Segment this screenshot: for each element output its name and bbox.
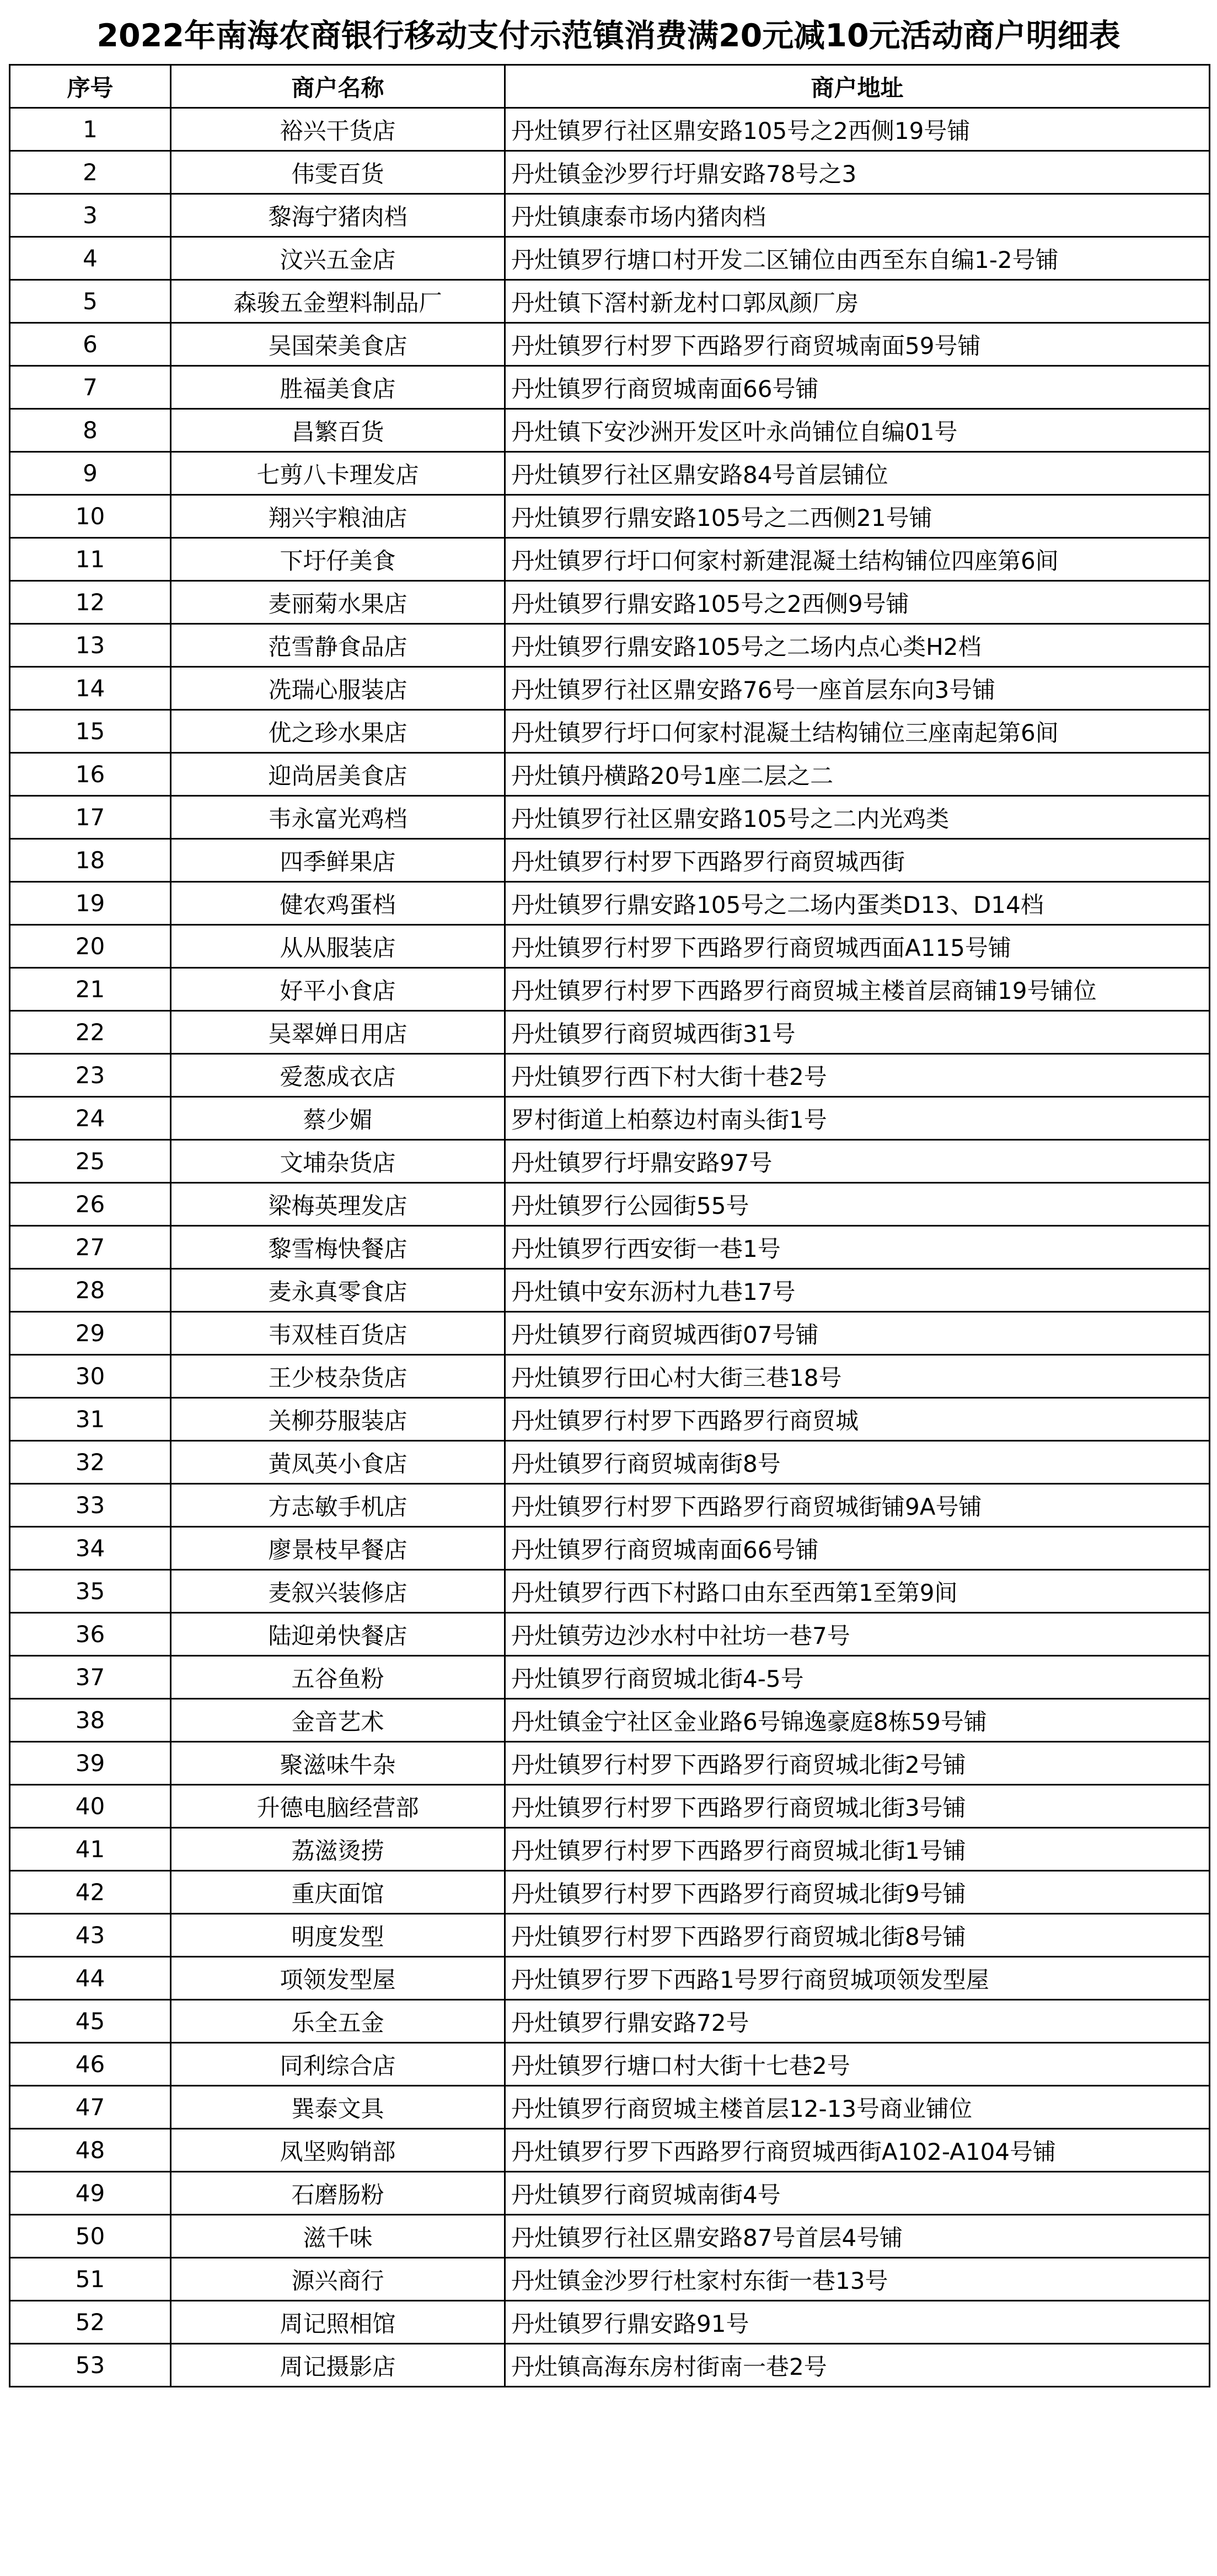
merchant-address-cell: 丹灶镇罗行社区鼎安路84号首层铺位 (505, 452, 1210, 495)
serial-number-cell: 5 (10, 280, 171, 323)
serial-number-cell: 38 (10, 1699, 171, 1742)
serial-number-cell: 45 (10, 2000, 171, 2043)
merchant-name-cell: 方志敏手机店 (171, 1484, 505, 1527)
table-row (10, 2215, 1210, 2258)
merchant-address-cell: 丹灶镇罗行鼎安路105号之二场内点心类H2档 (505, 624, 1210, 667)
merchant-address-cell: 丹灶镇罗行罗下西路1号罗行商贸城项领发型屋 (505, 1957, 1210, 2000)
table-row (10, 108, 1210, 151)
table-row (10, 1957, 1210, 2000)
serial-number-cell: 48 (10, 2129, 171, 2172)
serial-number-cell: 52 (10, 2301, 171, 2344)
merchant-name-cell: 廖景枝早餐店 (171, 1527, 505, 1570)
merchant-name-cell: 翔兴宇粮油店 (171, 495, 505, 538)
merchant-address-cell: 丹灶镇下滘村新龙村口郭凤颜厂房 (505, 280, 1210, 323)
table-row (10, 839, 1210, 882)
merchant-address-cell: 丹灶镇金沙罗行杜家村东街一巷13号 (505, 2258, 1210, 2301)
serial-number-cell: 8 (10, 409, 171, 452)
table-row (10, 280, 1210, 323)
table-row (10, 1742, 1210, 1785)
serial-number-cell: 47 (10, 2086, 171, 2129)
merchant-address-cell: 丹灶镇罗行社区鼎安路87号首层4号铺 (505, 2215, 1210, 2258)
merchant-address-cell: 丹灶镇罗行村罗下西路罗行商贸城西面A115号铺 (505, 925, 1210, 968)
merchant-name-cell: 冼瑞心服装店 (171, 667, 505, 710)
merchant-address-cell: 丹灶镇罗行商贸城北街4-5号 (505, 1656, 1210, 1699)
serial-number-cell: 40 (10, 1785, 171, 1828)
merchant-name-cell: 荔滋烫捞 (171, 1828, 505, 1871)
merchant-address-cell: 丹灶镇罗行村罗下西路罗行商贸城主楼首层商铺19号铺位 (505, 968, 1210, 1011)
merchant-name-cell: 下圩仔美食 (171, 538, 505, 581)
serial-number-cell: 16 (10, 753, 171, 796)
serial-number-cell: 6 (10, 323, 171, 366)
merchant-address-cell: 丹灶镇罗行商贸城南面66号铺 (505, 1527, 1210, 1570)
merchant-address-cell: 丹灶镇罗行社区鼎安路105号之2西侧19号铺 (505, 108, 1210, 151)
table-row (10, 1011, 1210, 1054)
merchant-address-cell: 丹灶镇丹横路20号1座二层之二 (505, 753, 1210, 796)
merchant-address-cell: 丹灶镇罗行商贸城西街31号 (505, 1011, 1210, 1054)
table-row (10, 1570, 1210, 1613)
table-row (10, 1914, 1210, 1957)
merchant-address-cell: 丹灶镇罗行鼎安路105号之2西侧9号铺 (505, 581, 1210, 624)
merchant-address-cell: 丹灶镇罗行西下村路口由东至西第1至第9间 (505, 1570, 1210, 1613)
merchant-name-cell: 凤坚购销部 (171, 2129, 505, 2172)
serial-number-cell: 17 (10, 796, 171, 839)
merchant-name-cell: 黄凤英小食店 (171, 1441, 505, 1484)
merchant-address-cell: 丹灶镇罗行鼎安路91号 (505, 2301, 1210, 2344)
merchant-name-cell: 巽泰文具 (171, 2086, 505, 2129)
merchant-address-cell: 丹灶镇罗行圩鼎安路97号 (505, 1140, 1210, 1183)
table-row (10, 2043, 1210, 2086)
serial-number-cell: 49 (10, 2172, 171, 2215)
serial-number-cell: 2 (10, 151, 171, 194)
merchant-address-cell: 丹灶镇罗行塘口村大街十七巷2号 (505, 2043, 1210, 2086)
merchant-address-cell: 丹灶镇罗行圩口何家村新建混凝土结构铺位四座第6间 (505, 538, 1210, 581)
table-row (10, 925, 1210, 968)
table-body (10, 108, 1210, 2387)
merchant-address-cell: 丹灶镇罗行鼎安路105号之二西侧21号铺 (505, 495, 1210, 538)
serial-number-cell: 35 (10, 1570, 171, 1613)
merchant-address-cell: 丹灶镇下安沙洲开发区叶永尚铺位自编01号 (505, 409, 1210, 452)
merchant-address-cell: 丹灶镇罗行西安街一巷1号 (505, 1226, 1210, 1269)
table-row (10, 1613, 1210, 1656)
merchant-name-cell: 周记照相馆 (171, 2301, 505, 2344)
merchant-name-cell: 四季鲜果店 (171, 839, 505, 882)
table-row (10, 667, 1210, 710)
merchant-name-cell: 金音艺术 (171, 1699, 505, 1742)
merchant-name-cell: 王少枝杂货店 (171, 1355, 505, 1398)
merchant-address-cell: 丹灶镇罗行圩口何家村混凝土结构铺位三座南起第6间 (505, 710, 1210, 753)
merchant-address-cell: 丹灶镇罗行商贸城南街4号 (505, 2172, 1210, 2215)
merchant-name-cell: 伟雯百货 (171, 151, 505, 194)
serial-number-cell: 39 (10, 1742, 171, 1785)
table-row (10, 1269, 1210, 1312)
merchant-address-cell: 丹灶镇金宁社区金业路6号锦逸豪庭8栋59号铺 (505, 1699, 1210, 1742)
serial-number-cell: 3 (10, 194, 171, 237)
header-merchant-address: 商户地址 (505, 65, 1210, 108)
table-row (10, 1871, 1210, 1914)
table-row (10, 237, 1210, 280)
table-row (10, 1097, 1210, 1140)
merchant-address-cell: 丹灶镇罗行村罗下西路罗行商贸城西街 (505, 839, 1210, 882)
merchant-name-cell: 吴翠婵日用店 (171, 1011, 505, 1054)
merchant-name-cell: 五谷鱼粉 (171, 1656, 505, 1699)
serial-number-cell: 26 (10, 1183, 171, 1226)
serial-number-cell: 23 (10, 1054, 171, 1097)
merchant-name-cell: 好平小食店 (171, 968, 505, 1011)
serial-number-cell: 46 (10, 2043, 171, 2086)
merchant-address-cell: 丹灶镇罗行商贸城南面66号铺 (505, 366, 1210, 409)
merchant-address-cell: 丹灶镇罗行西下村大街十巷2号 (505, 1054, 1210, 1097)
table-row (10, 2258, 1210, 2301)
merchant-name-cell: 关柳芬服装店 (171, 1398, 505, 1441)
table-row (10, 1054, 1210, 1097)
table-row (10, 151, 1210, 194)
merchant-name-cell: 爱葱成衣店 (171, 1054, 505, 1097)
merchant-address-cell: 丹灶镇罗行商贸城西街07号铺 (505, 1312, 1210, 1355)
serial-number-cell: 41 (10, 1828, 171, 1871)
merchant-name-cell: 文埔杂货店 (171, 1140, 505, 1183)
table-row (10, 2344, 1210, 2387)
table-row (10, 1656, 1210, 1699)
table-row (10, 1398, 1210, 1441)
serial-number-cell: 20 (10, 925, 171, 968)
merchant-name-cell: 周记摄影店 (171, 2344, 505, 2387)
serial-number-cell: 32 (10, 1441, 171, 1484)
table-row (10, 1355, 1210, 1398)
merchant-name-cell: 吴国荣美食店 (171, 323, 505, 366)
serial-number-cell: 1 (10, 108, 171, 151)
table-row (10, 753, 1210, 796)
serial-number-cell: 21 (10, 968, 171, 1011)
merchant-name-cell: 韦永富光鸡档 (171, 796, 505, 839)
table-row (10, 2172, 1210, 2215)
merchant-name-cell: 石磨肠粉 (171, 2172, 505, 2215)
table-row (10, 1484, 1210, 1527)
merchant-name-cell: 健农鸡蛋档 (171, 882, 505, 925)
table-row (10, 1140, 1210, 1183)
merchant-address-cell: 丹灶镇罗行商贸城南街8号 (505, 1441, 1210, 1484)
serial-number-cell: 43 (10, 1914, 171, 1957)
table-row (10, 366, 1210, 409)
serial-number-cell: 42 (10, 1871, 171, 1914)
serial-number-cell: 13 (10, 624, 171, 667)
merchant-name-cell: 黎海宁猪肉档 (171, 194, 505, 237)
merchant-name-cell: 森骏五金塑料制品厂 (171, 280, 505, 323)
merchant-name-cell: 陆迎弟快餐店 (171, 1613, 505, 1656)
merchant-address-cell: 丹灶镇罗行村罗下西路罗行商贸城南面59号铺 (505, 323, 1210, 366)
merchant-name-cell: 胜福美食店 (171, 366, 505, 409)
table-row (10, 1183, 1210, 1226)
table-row (10, 968, 1210, 1011)
table-row (10, 495, 1210, 538)
serial-number-cell: 15 (10, 710, 171, 753)
serial-number-cell: 7 (10, 366, 171, 409)
serial-number-cell: 44 (10, 1957, 171, 2000)
table-row (10, 624, 1210, 667)
merchant-address-cell: 丹灶镇罗行村罗下西路罗行商贸城北街1号铺 (505, 1828, 1210, 1871)
serial-number-cell: 4 (10, 237, 171, 280)
serial-number-cell: 11 (10, 538, 171, 581)
table-row (10, 452, 1210, 495)
merchant-name-cell: 同利综合店 (171, 2043, 505, 2086)
serial-number-cell: 25 (10, 1140, 171, 1183)
table-row (10, 194, 1210, 237)
serial-number-cell: 51 (10, 2258, 171, 2301)
serial-number-cell: 12 (10, 581, 171, 624)
merchant-address-cell: 丹灶镇罗行村罗下西路罗行商贸城北街8号铺 (505, 1914, 1210, 1957)
serial-number-cell: 10 (10, 495, 171, 538)
serial-number-cell: 9 (10, 452, 171, 495)
merchant-address-cell: 罗村街道上柏蔡边村南头街1号 (505, 1097, 1210, 1140)
merchant-name-cell: 明度发型 (171, 1914, 505, 1957)
merchant-address-cell: 丹灶镇罗行塘口村开发二区铺位由西至东自编1-2号铺 (505, 237, 1210, 280)
serial-number-cell: 31 (10, 1398, 171, 1441)
header-serial-number: 序号 (10, 65, 171, 108)
merchant-name-cell: 麦丽菊水果店 (171, 581, 505, 624)
merchant-name-cell: 项领发型屋 (171, 1957, 505, 2000)
table-row (10, 710, 1210, 753)
merchant-name-cell: 范雪静食品店 (171, 624, 505, 667)
serial-number-cell: 18 (10, 839, 171, 882)
table-row (10, 1699, 1210, 1742)
serial-number-cell: 37 (10, 1656, 171, 1699)
table-row (10, 882, 1210, 925)
merchant-table (9, 64, 1210, 2387)
table-row (10, 2000, 1210, 2043)
merchant-name-cell: 昌繁百货 (171, 409, 505, 452)
serial-number-cell: 22 (10, 1011, 171, 1054)
serial-number-cell: 53 (10, 2344, 171, 2387)
merchant-name-cell: 七剪八卡理发店 (171, 452, 505, 495)
merchant-address-cell: 丹灶镇罗行鼎安路72号 (505, 2000, 1210, 2043)
merchant-address-cell: 丹灶镇罗行商贸城主楼首层12-13号商业铺位 (505, 2086, 1210, 2129)
merchant-name-cell: 裕兴干货店 (171, 108, 505, 151)
serial-number-cell: 30 (10, 1355, 171, 1398)
merchant-name-cell: 韦双桂百货店 (171, 1312, 505, 1355)
table-row (10, 1312, 1210, 1355)
table-row (10, 1828, 1210, 1871)
serial-number-cell: 19 (10, 882, 171, 925)
table-row (10, 581, 1210, 624)
merchant-name-cell: 重庆面馆 (171, 1871, 505, 1914)
merchant-name-cell: 梁梅英理发店 (171, 1183, 505, 1226)
merchant-name-cell: 乐全五金 (171, 2000, 505, 2043)
serial-number-cell: 27 (10, 1226, 171, 1269)
merchant-address-cell: 丹灶镇罗行罗下西路罗行商贸城西街A102-A104号铺 (505, 2129, 1210, 2172)
merchant-address-cell: 丹灶镇罗行社区鼎安路76号一座首层东向3号铺 (505, 667, 1210, 710)
table-row (10, 2129, 1210, 2172)
merchant-name-cell: 蔡少媚 (171, 1097, 505, 1140)
table-row (10, 409, 1210, 452)
serial-number-cell: 33 (10, 1484, 171, 1527)
table-row (10, 1527, 1210, 1570)
header-merchant-name: 商户名称 (171, 65, 505, 108)
merchant-address-cell: 丹灶镇劳边沙水村中社坊一巷7号 (505, 1613, 1210, 1656)
merchant-name-cell: 聚滋味牛杂 (171, 1742, 505, 1785)
merchant-name-cell: 升德电脑经营部 (171, 1785, 505, 1828)
table-row (10, 796, 1210, 839)
merchant-address-cell: 丹灶镇罗行村罗下西路罗行商贸城街铺9A号铺 (505, 1484, 1210, 1527)
merchant-name-cell: 从从服装店 (171, 925, 505, 968)
merchant-address-cell: 丹灶镇金沙罗行圩鼎安路78号之3 (505, 151, 1210, 194)
serial-number-cell: 28 (10, 1269, 171, 1312)
merchant-name-cell: 迎尚居美食店 (171, 753, 505, 796)
merchant-address-cell: 丹灶镇罗行田心村大街三巷18号 (505, 1355, 1210, 1398)
merchant-name-cell: 麦永真零食店 (171, 1269, 505, 1312)
serial-number-cell: 50 (10, 2215, 171, 2258)
serial-number-cell: 36 (10, 1613, 171, 1656)
merchant-name-cell: 黎雪梅快餐店 (171, 1226, 505, 1269)
serial-number-cell: 29 (10, 1312, 171, 1355)
merchant-address-cell: 丹灶镇罗行社区鼎安路105号之二内光鸡类 (505, 796, 1210, 839)
table-row (10, 1785, 1210, 1828)
merchant-address-cell: 丹灶镇中安东沥村九巷17号 (505, 1269, 1210, 1312)
serial-number-cell: 14 (10, 667, 171, 710)
serial-number-cell: 24 (10, 1097, 171, 1140)
table-row (10, 1226, 1210, 1269)
table-row (10, 2086, 1210, 2129)
merchant-address-cell: 丹灶镇康泰市场内猪肉档 (505, 194, 1210, 237)
merchant-name-cell: 汶兴五金店 (171, 237, 505, 280)
merchant-name-cell: 优之珍水果店 (171, 710, 505, 753)
serial-number-cell: 34 (10, 1527, 171, 1570)
table-row (10, 1441, 1210, 1484)
merchant-address-cell: 丹灶镇罗行村罗下西路罗行商贸城北街3号铺 (505, 1785, 1210, 1828)
merchant-name-cell: 源兴商行 (171, 2258, 505, 2301)
table-row (10, 2301, 1210, 2344)
merchant-address-cell: 丹灶镇罗行村罗下西路罗行商贸城北街9号铺 (505, 1871, 1210, 1914)
merchant-address-cell: 丹灶镇高海东房村街南一巷2号 (505, 2344, 1210, 2387)
merchant-name-cell: 滋千味 (171, 2215, 505, 2258)
merchant-address-cell: 丹灶镇罗行公园街55号 (505, 1183, 1210, 1226)
merchant-address-cell: 丹灶镇罗行村罗下西路罗行商贸城北街2号铺 (505, 1742, 1210, 1785)
document-title: 2022年南海农商银行移动支付示范镇消费满20元减10元活动商户明细表 (96, 18, 1121, 54)
table-row (10, 538, 1210, 581)
merchant-name-cell: 麦叙兴装修店 (171, 1570, 505, 1613)
merchant-address-cell: 丹灶镇罗行村罗下西路罗行商贸城 (505, 1398, 1210, 1441)
table-header-row (10, 65, 1210, 108)
table-row (10, 323, 1210, 366)
merchant-address-cell: 丹灶镇罗行鼎安路105号之二场内蛋类D13、D14档 (505, 882, 1210, 925)
